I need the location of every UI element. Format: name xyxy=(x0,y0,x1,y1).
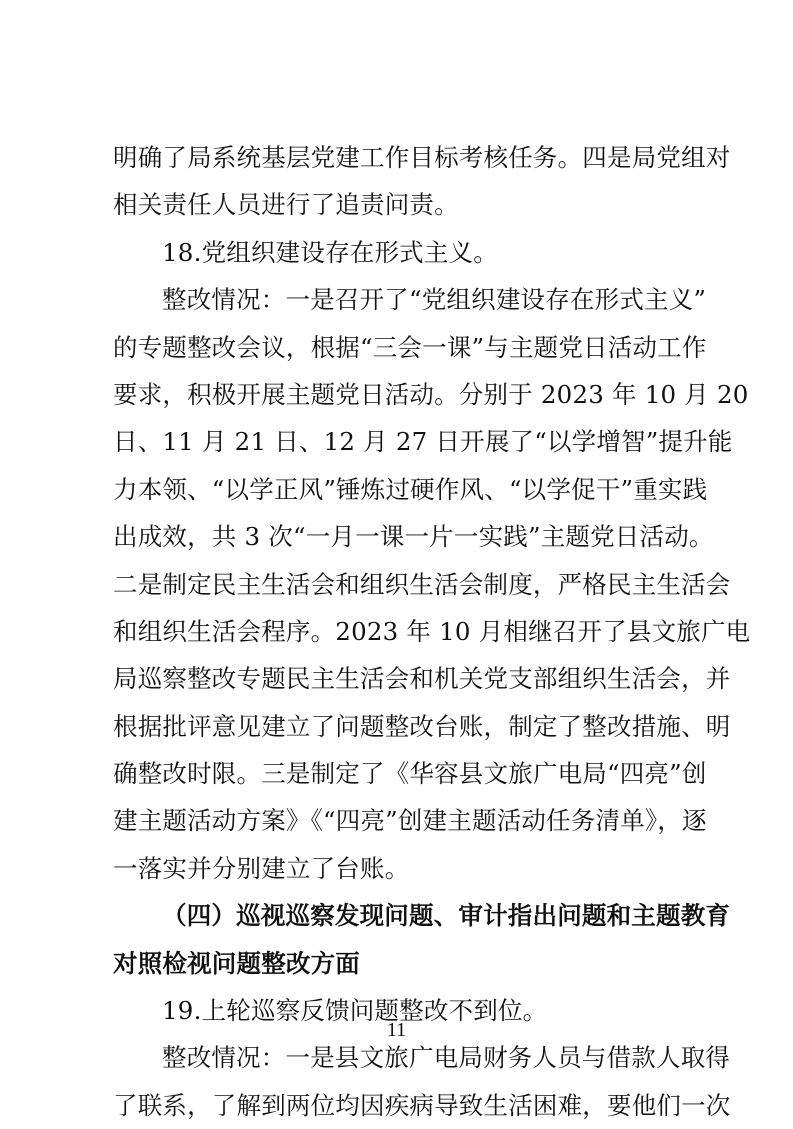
paragraph-line: 相关责任人员进行了追责问责。 xyxy=(113,190,459,220)
section-heading-4-cont: 对照检视问题整改方面 xyxy=(113,948,360,978)
paragraph-line: 要求，积极开展主题党日活动。分别于 2023 年 10 月 20 xyxy=(113,379,749,409)
paragraph-line: 了联系，了解到两位均因疾病导致生活困难，要他们一次 xyxy=(113,1090,731,1120)
page-number: 11 xyxy=(386,1019,407,1041)
paragraph-line: 根据批评意见建立了问题整改台账，制定了整改措施、明 xyxy=(113,711,731,741)
paragraph-line: 日、11 月 21 日、12 月 27 日开展了“以学增智”提升能 xyxy=(113,427,733,457)
section-heading-4: （四）巡视巡察发现问题、审计指出问题和主题教育 xyxy=(162,901,731,931)
paragraph-line: 明确了局系统基层党建工作目标考核任务。四是局党组对 xyxy=(113,143,731,172)
paragraph-line: 一落实并分别建立了台账。 xyxy=(113,853,410,883)
paragraph-line: 二是制定民主生活会和组织生活会制度，严格民主生活会 xyxy=(113,569,731,599)
paragraph-line: 整改情况：一是县文旅广电局财务人员与借款人取得 xyxy=(162,1043,731,1073)
paragraph-line: 出成效，共 3 次“一月一课一片一实践”主题党日活动。 xyxy=(113,522,714,552)
paragraph-line: 的专题整改会议，根据“三会一课”与主题党日活动工作 xyxy=(113,332,707,362)
paragraph-line: 整改情况：一是召开了“党组织建设存在形式主义” xyxy=(162,285,707,315)
paragraph-line: 力本领、“以学正风”锤炼过硬作风、“以学促干”重实践 xyxy=(113,474,708,504)
paragraph-line: 局巡察整改专题民主生活会和机关党支部组织生活会，并 xyxy=(113,664,731,694)
body-text xyxy=(113,134,751,1129)
paragraph-line: 确整改时限。三是制定了《华容县文旅广电局“四亮”创 xyxy=(113,759,707,789)
paragraph-line: 建主题活动方案》《“四亮”创建主题活动任务清单》，逐 xyxy=(113,806,707,836)
section-heading-18: 18.党组织建设存在形式主义。 xyxy=(162,237,498,267)
section-heading-19: 19.上轮巡察反馈问题整改不到位。 xyxy=(162,996,548,1026)
paragraph-line: 和组织生活会程序。2023 年 10 月相继召开了县文旅广电 xyxy=(113,616,751,646)
